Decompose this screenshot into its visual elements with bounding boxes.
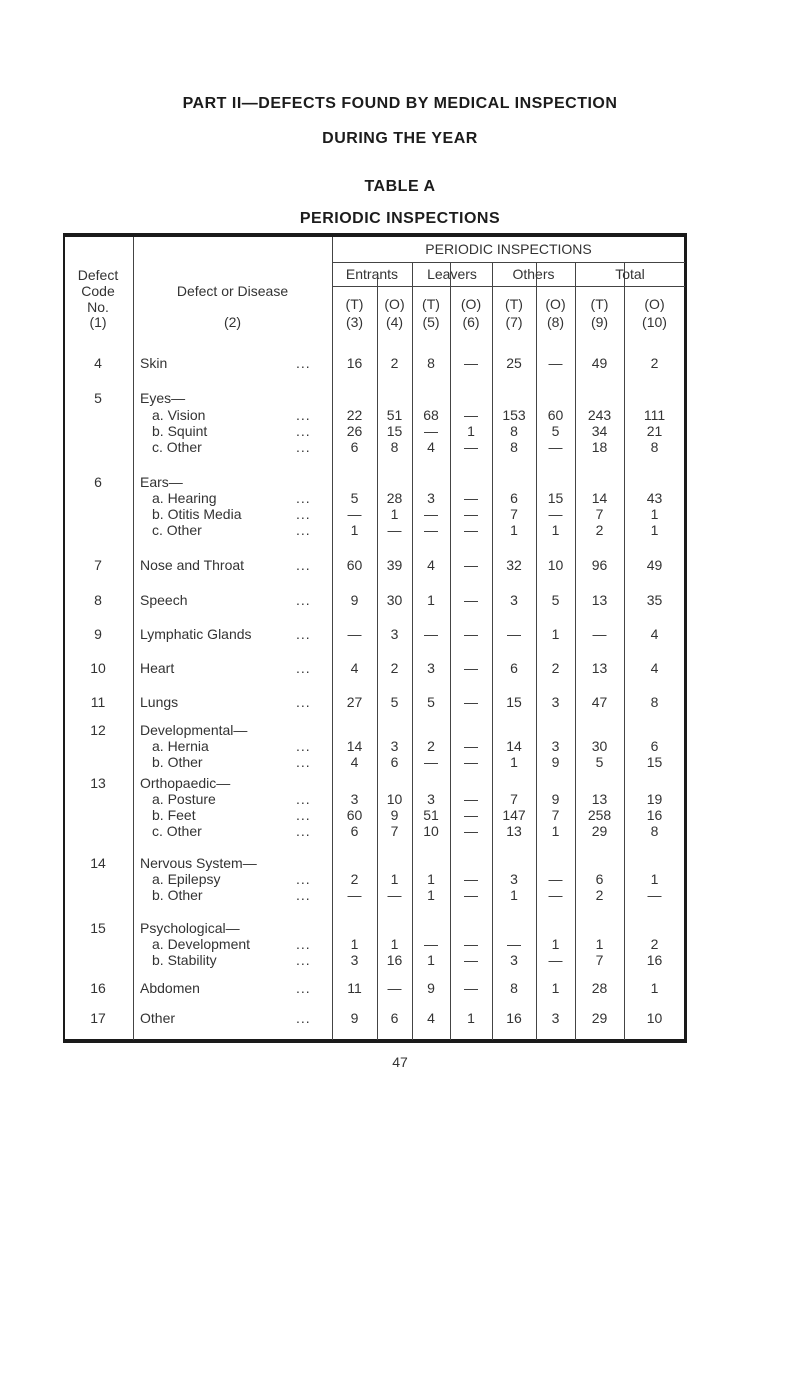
defect-label: Skin [140, 355, 168, 371]
cell-value: 3 [510, 871, 518, 887]
cell-value: 2 [551, 660, 560, 676]
leader-dots: ... [296, 871, 311, 887]
cell-value: 2 [650, 936, 659, 952]
cell-value: 8 [510, 439, 518, 455]
cell-value: 4 [350, 660, 359, 676]
cell-value: 3 [390, 626, 399, 642]
sub-header: (O) [644, 296, 665, 312]
cell-value: 8 [510, 423, 518, 439]
header-rule [332, 286, 685, 287]
defect-label: a. Hernia [152, 738, 209, 754]
page-number: 47 [392, 1054, 408, 1070]
cell-value: 27 [346, 694, 363, 710]
defect-label: Nose and Throat [140, 557, 245, 573]
cell-value: 1 [551, 823, 560, 839]
cell-value: — [464, 626, 478, 642]
cell-value: 6 [350, 823, 359, 839]
cell-value: — [548, 952, 563, 968]
cell-value: — [464, 660, 478, 676]
defect-label: b. Other [152, 887, 203, 903]
cell-value: 4 [427, 1010, 435, 1026]
cell-value: 16 [646, 807, 663, 823]
cell-value: 68 [423, 407, 439, 423]
cell-value: — [464, 738, 478, 754]
table-heading: TABLE A [364, 178, 436, 195]
cell-value: 243 [587, 407, 612, 423]
leader-dots: ... [296, 407, 311, 423]
sub-header: (O) [545, 296, 566, 312]
sub-header: (T) [590, 296, 609, 312]
cell-value: 8 [510, 980, 518, 996]
leader-dots: ... [296, 791, 311, 807]
cell-value: 15 [646, 754, 663, 770]
defect-label: b. Feet [152, 807, 196, 823]
column-number: (2) [223, 314, 242, 330]
cell-value: — [464, 490, 478, 506]
cell-value: — [464, 506, 478, 522]
cell-value: 13 [591, 791, 608, 807]
cell-value: — [464, 407, 478, 423]
cell-value: 19 [646, 791, 663, 807]
cell-value: 35 [646, 592, 663, 608]
cell-value: 9 [350, 592, 359, 608]
cell-value: 49 [591, 355, 608, 371]
cell-value: 3 [551, 1010, 560, 1026]
leader-dots: ... [296, 738, 311, 754]
cell-value: 2 [595, 522, 604, 538]
leader-dots: ... [296, 952, 311, 968]
column-number: (8) [546, 314, 565, 330]
cell-value: 14 [591, 490, 608, 506]
cell-value: — [548, 887, 563, 903]
cell-value: — [464, 980, 478, 996]
cell-value: 14 [346, 738, 363, 754]
cell-value: 5 [595, 754, 604, 770]
cell-value: 15 [506, 694, 522, 710]
cell-value: 10 [423, 823, 439, 839]
cell-value: 43 [646, 490, 663, 506]
code-header: Code [81, 283, 115, 299]
cell-value: 1 [427, 871, 435, 887]
header-rule [332, 262, 685, 263]
cell-value: 1 [467, 423, 475, 439]
cell-value: 18 [591, 439, 608, 455]
cell-value: 60 [346, 557, 363, 573]
cell-value: 6 [510, 660, 518, 676]
column-rule [412, 262, 413, 1040]
defect-label: a. Posture [152, 791, 216, 807]
cell-value: 1 [427, 592, 435, 608]
defect-label: Abdomen [140, 980, 200, 996]
cell-value: 9 [551, 791, 560, 807]
cell-value: 3 [510, 592, 518, 608]
defect-label: Speech [140, 592, 188, 608]
sub-header: (T) [422, 296, 440, 312]
cell-value: — [424, 423, 438, 439]
cell-value: 1 [551, 522, 560, 538]
cell-value: 51 [423, 807, 439, 823]
cell-value: 3 [427, 791, 435, 807]
cell-value: 28 [591, 980, 608, 996]
cell-value: 10 [386, 791, 403, 807]
cell-value: 30 [386, 592, 403, 608]
leader-dots: ... [296, 754, 311, 770]
cell-value: — [464, 871, 478, 887]
cell-value: 32 [506, 557, 522, 573]
leader-dots: ... [296, 694, 311, 710]
defect-label: Developmental— [140, 722, 248, 738]
leader-dots: ... [296, 823, 311, 839]
cell-value: 9 [551, 754, 560, 770]
cell-value: 14 [506, 738, 522, 754]
defect-code: 8 [94, 592, 102, 608]
defect-label: Orthopaedic— [140, 775, 231, 791]
cell-value: — [548, 355, 563, 371]
defect-code: 10 [90, 660, 106, 676]
cell-value: 4 [650, 660, 659, 676]
cell-value: 1 [390, 871, 399, 887]
cell-value: 49 [646, 557, 663, 573]
column-rule [492, 262, 493, 1040]
cell-value: 7 [510, 791, 518, 807]
cell-value: — [347, 506, 362, 522]
cell-value: — [464, 355, 478, 371]
cell-value: 34 [591, 423, 608, 439]
defect-label: Lungs [140, 694, 179, 710]
periodic-heading: PERIODIC INSPECTIONS [299, 210, 501, 227]
cell-value: 3 [350, 791, 359, 807]
column-group-entrants: Entrants [345, 266, 399, 282]
periodic-inspections-header: PERIODIC INSPECTIONS [425, 241, 592, 257]
cell-value: 21 [646, 423, 663, 439]
cell-value: 15 [386, 423, 403, 439]
cell-value: 15 [547, 490, 564, 506]
column-rule [377, 278, 378, 1040]
cell-value: 1 [510, 887, 518, 903]
defect-label: c. Other [152, 522, 202, 538]
cell-value: 1 [650, 980, 659, 996]
cell-value: — [464, 952, 478, 968]
leader-dots: ... [296, 423, 311, 439]
defect-code: 12 [90, 722, 106, 738]
cell-value: 2 [390, 660, 399, 676]
column-rule [575, 262, 576, 1040]
cell-value: — [464, 592, 478, 608]
cell-value: 1 [650, 871, 659, 887]
cell-value: 96 [591, 557, 608, 573]
defect-code: 17 [90, 1010, 106, 1026]
leader-dots: ... [296, 626, 311, 642]
column-number: (7) [505, 314, 523, 330]
defect-code: 4 [94, 355, 102, 371]
cell-value: — [387, 522, 402, 538]
cell-value: 1 [650, 522, 659, 538]
cell-value: 51 [386, 407, 403, 423]
defect-code: 5 [94, 390, 102, 406]
cell-value: 26 [346, 423, 363, 439]
cell-value: — [424, 506, 438, 522]
sub-header: (O) [384, 296, 405, 312]
cell-value: 8 [650, 439, 659, 455]
cell-value: 9 [350, 1010, 359, 1026]
sub-header: (T) [345, 296, 364, 312]
cell-value: 13 [591, 592, 608, 608]
cell-value: 7 [510, 506, 518, 522]
cell-value: 6 [390, 1010, 399, 1026]
defect-label: Ears— [140, 474, 183, 490]
column-number: (9) [590, 314, 609, 330]
cell-value: — [464, 754, 478, 770]
cell-value: 5 [427, 694, 435, 710]
defect-code: 14 [90, 855, 106, 871]
cell-value: 39 [386, 557, 403, 573]
cell-value: 4 [427, 557, 435, 573]
cell-value: 13 [591, 660, 608, 676]
leader-dots: ... [296, 980, 311, 996]
leader-dots: ... [296, 1010, 311, 1026]
defect-label: b. Squint [152, 423, 208, 439]
cell-value: 1 [551, 980, 560, 996]
column-number: (6) [462, 314, 480, 330]
cell-value: 16 [506, 1010, 522, 1026]
column-rule [133, 237, 134, 1040]
defect-code: 15 [90, 920, 106, 936]
cell-value: — [507, 936, 521, 952]
cell-value: 2 [650, 355, 659, 371]
column-group-total: Total [615, 266, 645, 282]
leader-dots: ... [296, 592, 311, 608]
cell-value: — [464, 522, 478, 538]
cell-value: 47 [591, 694, 608, 710]
cell-value: 4 [650, 626, 659, 642]
cell-value: 2 [595, 887, 604, 903]
cell-value: 30 [591, 738, 608, 754]
defect-label: b. Otitis Media [152, 506, 242, 522]
cell-value: 4 [350, 754, 359, 770]
cell-value: — [464, 807, 478, 823]
defect-code: 9 [94, 626, 102, 642]
defect-header: Defect or Disease [176, 283, 289, 299]
cell-value: 6 [510, 490, 518, 506]
cell-value: 7 [595, 952, 604, 968]
defect-label: Other [140, 1010, 176, 1026]
cell-value: 5 [390, 694, 399, 710]
column-group-others: Others [512, 266, 555, 282]
cell-value: 2 [350, 871, 359, 887]
cell-value: 1 [350, 522, 359, 538]
cell-value: 153 [502, 407, 526, 423]
cell-value: 3 [510, 952, 518, 968]
defect-label: b. Stability [152, 952, 217, 968]
part-heading: PART II—DEFECTS FOUND BY MEDICAL INSPECTION [182, 95, 618, 112]
cell-value: — [592, 626, 607, 642]
cell-value: — [464, 557, 478, 573]
defect-code: 16 [90, 980, 106, 996]
cell-value: — [424, 522, 438, 538]
column-rule [536, 262, 537, 1040]
cell-value: 1 [390, 936, 399, 952]
cell-value: 5 [551, 423, 560, 439]
cell-value: — [347, 887, 362, 903]
cell-value: — [464, 791, 478, 807]
cell-value: 29 [591, 1010, 608, 1026]
column-number: (1) [89, 314, 107, 330]
cell-value: 1 [390, 506, 399, 522]
cell-value: 8 [650, 823, 659, 839]
leader-dots: ... [296, 557, 311, 573]
cell-value: 6 [350, 439, 359, 455]
defect-label: Nervous System— [140, 855, 257, 871]
cell-value: — [424, 626, 438, 642]
cell-value: 22 [346, 407, 363, 423]
column-rule [450, 262, 451, 1040]
cell-value: 3 [551, 694, 560, 710]
cell-value: — [424, 936, 438, 952]
column-number: (4) [385, 314, 404, 330]
cell-value: 1 [427, 887, 435, 903]
defect-label: Lymphatic Glands [140, 626, 252, 642]
defect-label: a. Hearing [152, 490, 217, 506]
cell-value: 11 [347, 980, 362, 996]
cell-value: 16 [386, 952, 403, 968]
cell-value: 3 [551, 738, 560, 754]
defect-label: a. Vision [152, 407, 206, 423]
column-rule [624, 262, 625, 1040]
cell-value: 7 [551, 807, 560, 823]
code-header: Defect [77, 267, 119, 283]
cell-value: 1 [551, 626, 560, 642]
cell-value: 1 [510, 522, 518, 538]
cell-value: 1 [510, 754, 518, 770]
cell-value: — [387, 980, 402, 996]
cell-value: 3 [350, 952, 359, 968]
cell-value: — [464, 936, 478, 952]
cell-value: — [647, 887, 662, 903]
column-group-leavers: Leavers [427, 266, 477, 282]
cell-value: 28 [386, 490, 403, 506]
cell-value: — [347, 626, 362, 642]
cell-value: 6 [650, 738, 659, 754]
sub-header: (O) [460, 296, 482, 312]
during-heading: DURING THE YEAR [322, 130, 478, 147]
cell-value: — [464, 887, 478, 903]
cell-value: — [424, 754, 438, 770]
cell-value: 5 [551, 592, 560, 608]
leader-dots: ... [296, 887, 311, 903]
leader-dots: ... [296, 439, 311, 455]
cell-value: 111 [643, 407, 666, 423]
defect-label: Psychological— [140, 920, 240, 936]
cell-value: 60 [346, 807, 363, 823]
cell-value: 1 [551, 936, 560, 952]
cell-value: 8 [427, 355, 435, 371]
cell-value: 7 [390, 823, 399, 839]
cell-value: 7 [595, 506, 604, 522]
cell-value: — [507, 626, 521, 642]
defect-label: Heart [140, 660, 175, 676]
leader-dots: ... [296, 490, 311, 506]
leader-dots: ... [296, 807, 311, 823]
cell-value: 1 [467, 1010, 475, 1026]
cell-value: 258 [587, 807, 612, 823]
cell-value: 1 [595, 936, 604, 952]
defect-label: b. Other [152, 754, 203, 770]
defect-label: Eyes— [140, 390, 186, 406]
cell-value: — [464, 823, 478, 839]
leader-dots: ... [296, 936, 311, 952]
cell-value: — [548, 506, 563, 522]
cell-value: 9 [427, 980, 435, 996]
cell-value: 1 [650, 506, 659, 522]
cell-value: 60 [547, 407, 564, 423]
cell-value: 3 [427, 490, 435, 506]
cell-value: — [387, 887, 402, 903]
cell-value: 4 [427, 439, 435, 455]
cell-value: 3 [427, 660, 435, 676]
column-number: (5) [422, 314, 440, 330]
cell-value: — [548, 439, 563, 455]
column-number: (3) [345, 314, 364, 330]
cell-value: — [464, 439, 478, 455]
column-number: (10) [642, 314, 667, 330]
cell-value: 2 [390, 355, 399, 371]
cell-value: — [548, 871, 563, 887]
defect-label: a. Epilepsy [152, 871, 221, 887]
cell-value: 8 [650, 694, 659, 710]
defect-code: 11 [90, 694, 106, 710]
cell-value: 9 [390, 807, 399, 823]
leader-dots: ... [296, 660, 311, 676]
cell-value: 25 [506, 355, 522, 371]
cell-value: 1 [427, 952, 435, 968]
cell-value: 29 [591, 823, 608, 839]
leader-dots: ... [296, 506, 311, 522]
sub-header: (T) [505, 296, 523, 312]
defect-label: a. Development [152, 936, 251, 952]
cell-value: 16 [646, 952, 663, 968]
cell-value: 147 [502, 807, 526, 823]
cell-value: 5 [350, 490, 359, 506]
cell-value: 16 [346, 355, 363, 371]
cell-value: 6 [595, 871, 604, 887]
cell-value: 10 [547, 557, 564, 573]
cell-value: 2 [427, 738, 435, 754]
leader-dots: ... [296, 355, 311, 371]
cell-value: 13 [506, 823, 522, 839]
cell-value: 8 [390, 439, 399, 455]
defect-code: 13 [90, 775, 106, 791]
code-header: No. [87, 299, 109, 315]
cell-value: 6 [390, 754, 399, 770]
cell-value: — [464, 694, 478, 710]
cell-value: 10 [646, 1010, 663, 1026]
defect-label: c. Other [152, 439, 202, 455]
defect-code: 7 [94, 557, 102, 573]
defect-code: 6 [94, 474, 102, 490]
cell-value: 1 [350, 936, 359, 952]
defect-label: c. Other [152, 823, 202, 839]
cell-value: 3 [390, 738, 399, 754]
leader-dots: ... [296, 522, 311, 538]
